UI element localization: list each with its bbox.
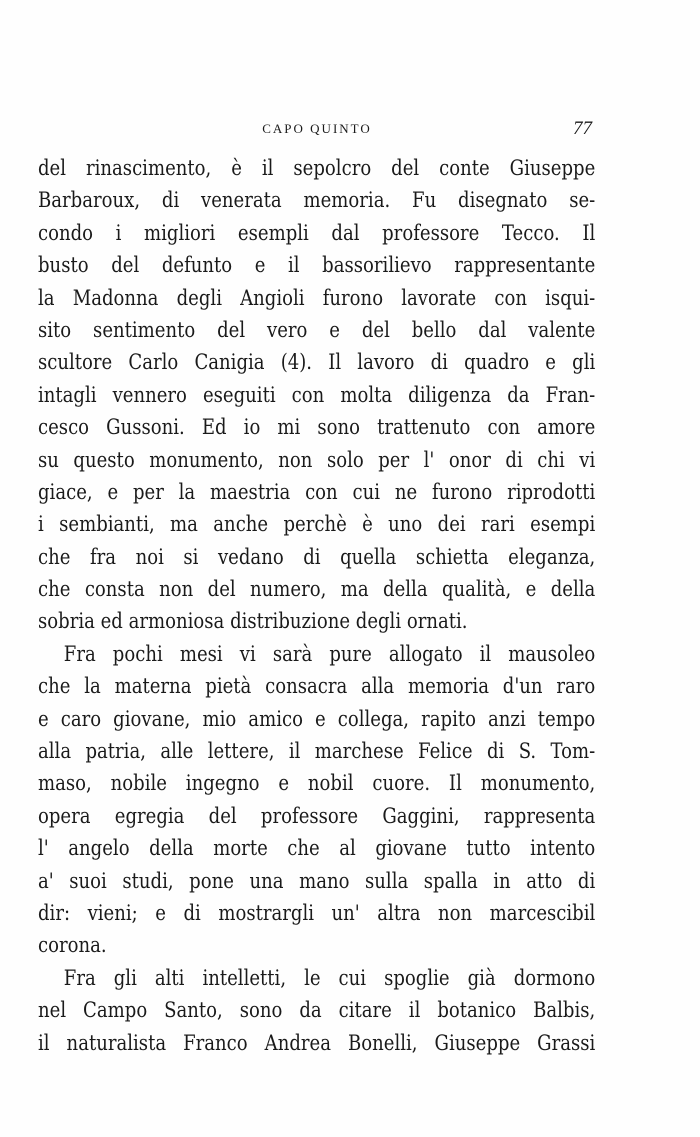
text-line: alla patria, alle lettere, il marchese Felice di S. Tom- — [38, 739, 596, 764]
text-line: Fra gli alti intelletti, le cui spoglie già dormono — [63, 965, 596, 990]
text-line: Fra pochi mesi vi sarà pure allogato il mausoleo — [63, 641, 596, 666]
text-line: cesco Gussoni. Ed io mi sono trattenuto con amore — [38, 415, 596, 440]
text-line: la Madonna degli Angioli furono lavorate con isqui- — [38, 285, 596, 310]
text-line: scultore Carlo Canigia (4). Il lavoro di quadro e gli — [38, 350, 596, 375]
text-line: opera egregia del professore Gaggini, rappresenta — [38, 803, 596, 828]
text-line: che fra noi si vedano di quella schietta eleganza, — [38, 544, 596, 569]
text-line: e caro giovane, mio amico e collega, rapito anzi tempo — [38, 706, 596, 731]
text-line: giace, e per la maestria con cui ne furono riprodotti — [38, 479, 596, 504]
text-line: dir: vieni; e di mostrargli un' altra non marcescibil — [38, 900, 596, 925]
text-line: su questo monumento, non solo per l' onor di chi vi — [38, 447, 596, 472]
running-head — [38, 118, 596, 140]
book-page — [38, 0, 596, 1137]
text-line: maso, nobile ingegno e nobil cuore. Il monumento, — [38, 771, 596, 796]
text-line: a' suoi studi, pone una mano sulla spalla in atto di — [38, 868, 596, 893]
text-line: condo i migliori esempli dal professore Tecco. Il — [38, 220, 596, 245]
text-line: l' angelo della morte che al giovane tutto intento — [38, 836, 596, 861]
page-number: 77 — [573, 118, 592, 139]
running-title: CAPO QUINTO — [262, 121, 372, 136]
text-line: corona. — [38, 933, 107, 958]
text-line: Barbaroux, di venerata memoria. Fu disegnato se- — [38, 188, 596, 213]
body-text — [38, 152, 596, 1059]
text-line: il naturalista Franco Andrea Bonelli, Giuseppe Grassi — [38, 1030, 596, 1055]
text-line: intagli vennero eseguiti con molta diligenza da Fran- — [38, 382, 596, 407]
text-line: del rinascimento, è il sepolcro del conte Giuseppe — [38, 156, 596, 180]
text-line: nel Campo Santo, sono da citare il botanico Balbis, — [38, 998, 596, 1023]
text-line: i sembianti, ma anche perchè è uno dei rari esempi — [38, 512, 596, 537]
text-line: sobria ed armoniosa distribuzione degli ornati. — [38, 609, 468, 634]
text-line: sito sentimento del vero e del bello dal valente — [38, 317, 596, 342]
text-line: che consta non del numero, ma della qualità, e della — [38, 577, 596, 602]
text-line: busto del defunto e il bassorilievo rappresentante — [38, 253, 596, 278]
text-line: che la materna pietà consacra alla memoria d'un raro — [38, 674, 596, 699]
